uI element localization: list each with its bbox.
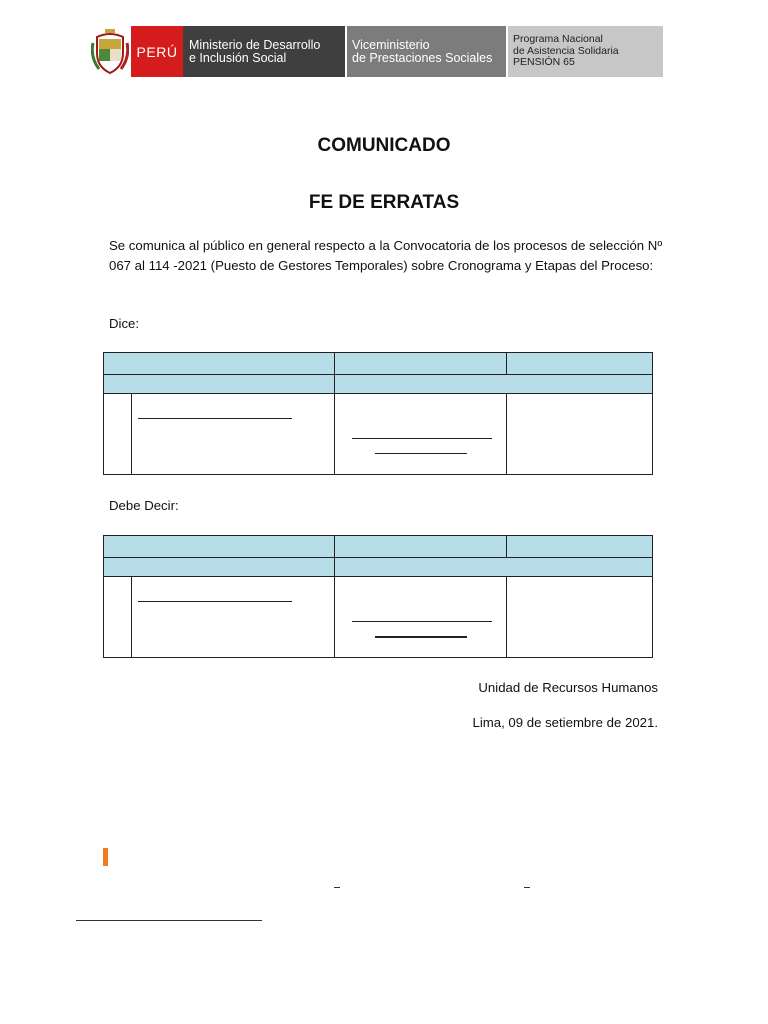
dice-label: Dice:	[109, 316, 140, 331]
redacted-line	[375, 636, 467, 638]
signature-unit: Unidad de Recursos Humanos	[478, 680, 658, 695]
document-title: COMUNICADO	[317, 135, 451, 156]
peru-label: PERÚ	[131, 26, 183, 77]
peru-coat-of-arms-icon	[88, 26, 131, 77]
footer-tick	[334, 887, 340, 888]
table-subheader-row	[104, 558, 653, 577]
intro-paragraph: Se comunica al público en general respecto a la Convocatoria de los procesos de selección Nº 067 al 114 -2021 (Puesto de Gestores Temporales) sobre Cronograma y Etapas del Proceso:	[109, 238, 663, 273]
vice-ministry-name: Viceministerio de Prestaciones Sociales	[347, 26, 506, 77]
header-banner	[88, 26, 663, 77]
redacted-line	[138, 601, 292, 602]
document-subtitle: FE DE ERRATAS	[308, 192, 460, 213]
redacted-line	[138, 418, 292, 419]
date-line: Lima, 09 de setiembre de 2021.	[472, 715, 658, 730]
dice-table	[103, 352, 653, 475]
table-header-row	[104, 536, 653, 558]
table-row	[104, 394, 653, 475]
footnote-separator	[76, 920, 262, 921]
program-name: Programa Nacional de Asistencia Solidaria PENSIÓN 65	[508, 26, 663, 77]
redacted-line	[352, 621, 492, 622]
table-header-row	[104, 353, 653, 375]
table-row	[104, 577, 653, 658]
redacted-line	[375, 453, 467, 454]
orange-accent-mark	[103, 848, 108, 866]
footer-tick	[524, 887, 530, 888]
ministry-name: Ministerio de Desarrollo e Inclusión Social	[183, 26, 345, 77]
debe-decir-table	[103, 535, 653, 658]
redacted-line	[352, 438, 492, 439]
table-subheader-row	[104, 375, 653, 394]
debe-decir-label: Debe Decir:	[109, 498, 179, 513]
